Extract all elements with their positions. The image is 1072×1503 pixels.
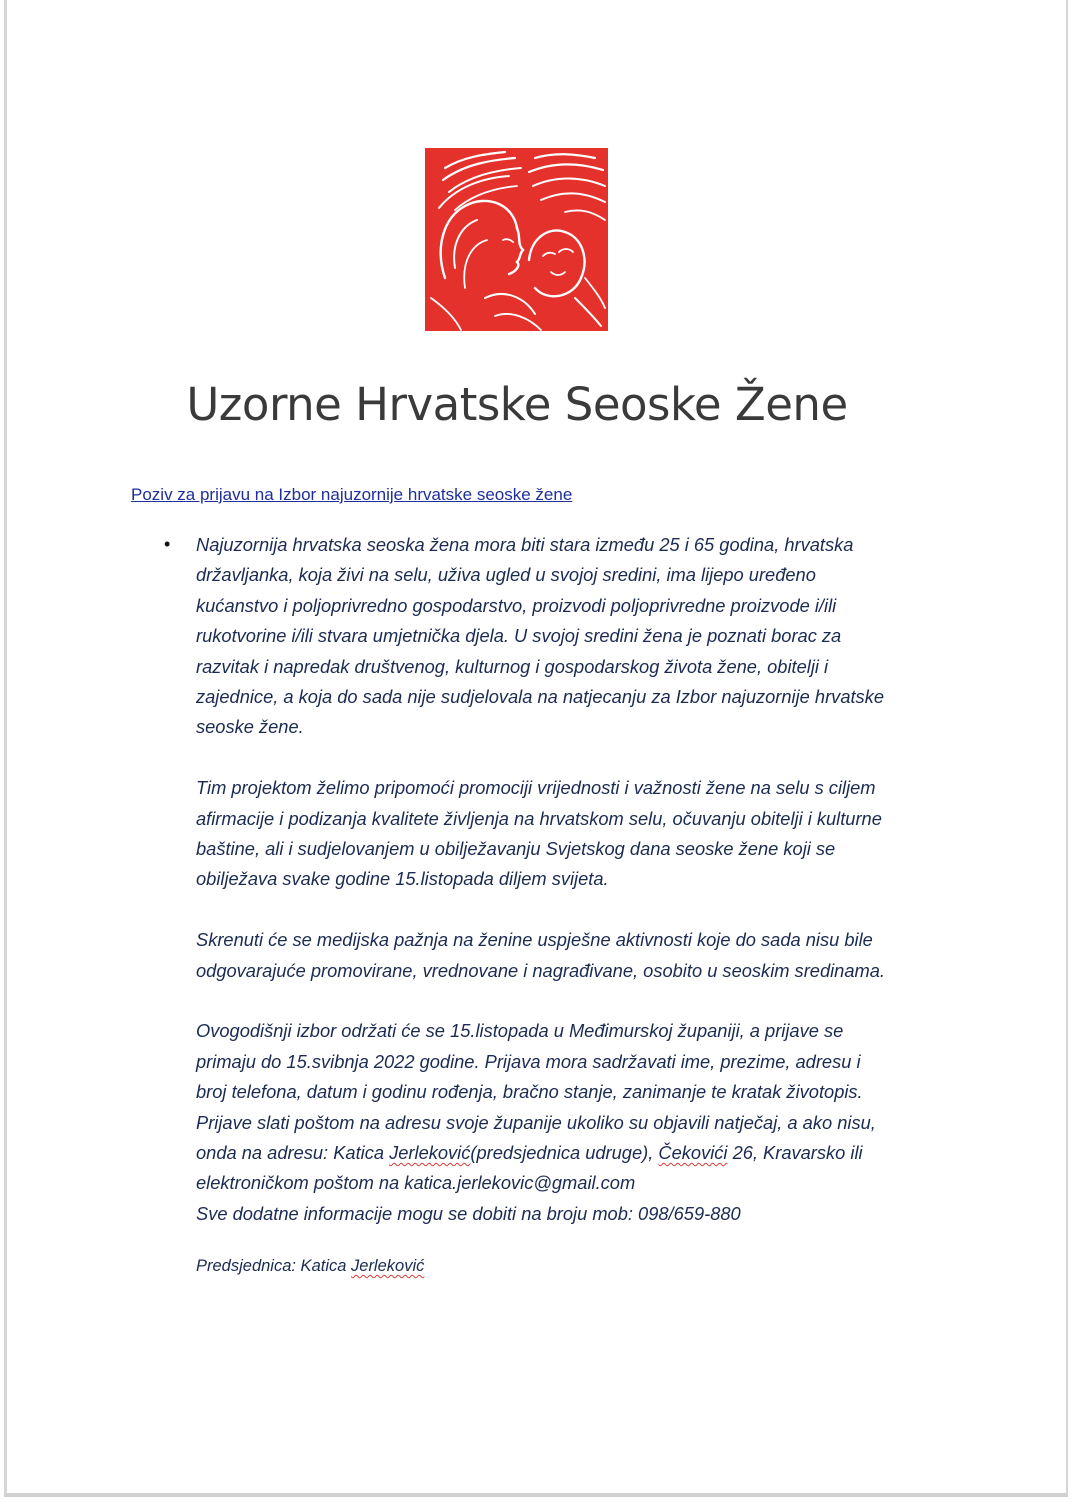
text-line: Skrenuti će se medijska pažnja na ženine uspješne aktivnosti koje do sada nisu bile <box>196 929 873 951</box>
address-place: Čekovići <box>658 1142 728 1164</box>
text-line: afirmacije i podizanja kvalitete življenja na hrvatskom selu, očuvanju obitelji i kulturne <box>196 807 882 829</box>
text-line: rukotvorine i/ili stvara umjetnička djela. U svojoj sredini žena je poznati borac za <box>196 625 842 647</box>
text-line: seoske žene. <box>196 716 304 738</box>
paragraph-project-goal <box>196 773 966 895</box>
announcement-body <box>196 530 966 1229</box>
woman-and-child-logo <box>425 148 608 331</box>
text-line-address <box>196 1138 966 1168</box>
text-line: zajednice, a koja do sada nije sudjelovala na natjecanju za Izbor najuzornije hrvatske <box>196 686 885 708</box>
org-title: Uzorne Hrvatske Seoske Žene <box>186 378 848 431</box>
paragraph-application-details <box>196 1016 966 1229</box>
text-line: obilježava svake godine 15.listopada diljem svijeta. <box>196 868 609 890</box>
text-line: Prijave slati poštom na adresu svoje županije ukoliko su objavili natječaj, a ako nisu, <box>196 1111 876 1133</box>
text-line: državljanka, koja živi na selu, uživa ugled u svojoj sredini, ima lijepo uređeno <box>196 564 816 586</box>
text-line-phone: Sve dodatne informacije mogu se dobiti na broju mob: 098/659-880 <box>196 1202 741 1224</box>
text-line: odgovarajuće promovirane, vrednovane i nagrađivane, osobito u seoskim sredinama. <box>196 959 885 981</box>
address-prefix: onda na adresu: Katica <box>196 1142 390 1164</box>
text-line: Najuzornija hrvatska seoska žena mora biti stara između 25 i 65 godina, hrvatska <box>196 534 854 555</box>
text-line: Tim projektom želimo pripomoći promociji vrijednosti i važnosti žene na selu s ciljem <box>196 777 876 799</box>
address-suffix: 26, Kravarsko ili <box>727 1142 863 1164</box>
text-line: broj telefona, datum i godinu rođenja, bračno stanje, zanimanje te kratak životopis. <box>196 1081 863 1103</box>
text-line: primaju do 15.svibnja 2022 godine. Prijava mora sadržavati ime, prezime, adresu i <box>196 1050 861 1072</box>
paragraph-media-attention <box>196 925 966 986</box>
signature <box>196 1257 424 1276</box>
contact-surname: Jerleković <box>389 1142 471 1164</box>
signature-prefix: Predsjednica: Katica <box>196 1257 352 1275</box>
call-for-application-link[interactable]: Poziv za prijavu na Izbor najuzornije hrvatske seoske žene <box>131 485 573 504</box>
text-line-email: elektroničkom poštom na katica.jerlekovic@gmail.com <box>196 1172 636 1194</box>
address-role: (predsjednica udruge), <box>470 1142 659 1164</box>
signature-surname: Jerleković <box>351 1257 425 1275</box>
paragraph-eligibility <box>196 530 966 743</box>
text-line: razvitak i napredak društvenog, kulturnog i gospodarskog života žene, obitelji i <box>196 655 829 677</box>
bullet-dot-icon: • <box>164 534 171 554</box>
text-line: kućanstvo i poljoprivredno gospodarstvo, proizvodi poljoprivredne proizvode i/ili <box>196 594 837 616</box>
text-line: baštine, ali i sudjelovanjem u obilježavanju Svjetskog dana seoske žene koji se <box>196 838 836 860</box>
text-line: Ovogodišnji izbor održati će se 15.listopada u Međimurskoj županiji, a prijave se <box>196 1020 844 1042</box>
